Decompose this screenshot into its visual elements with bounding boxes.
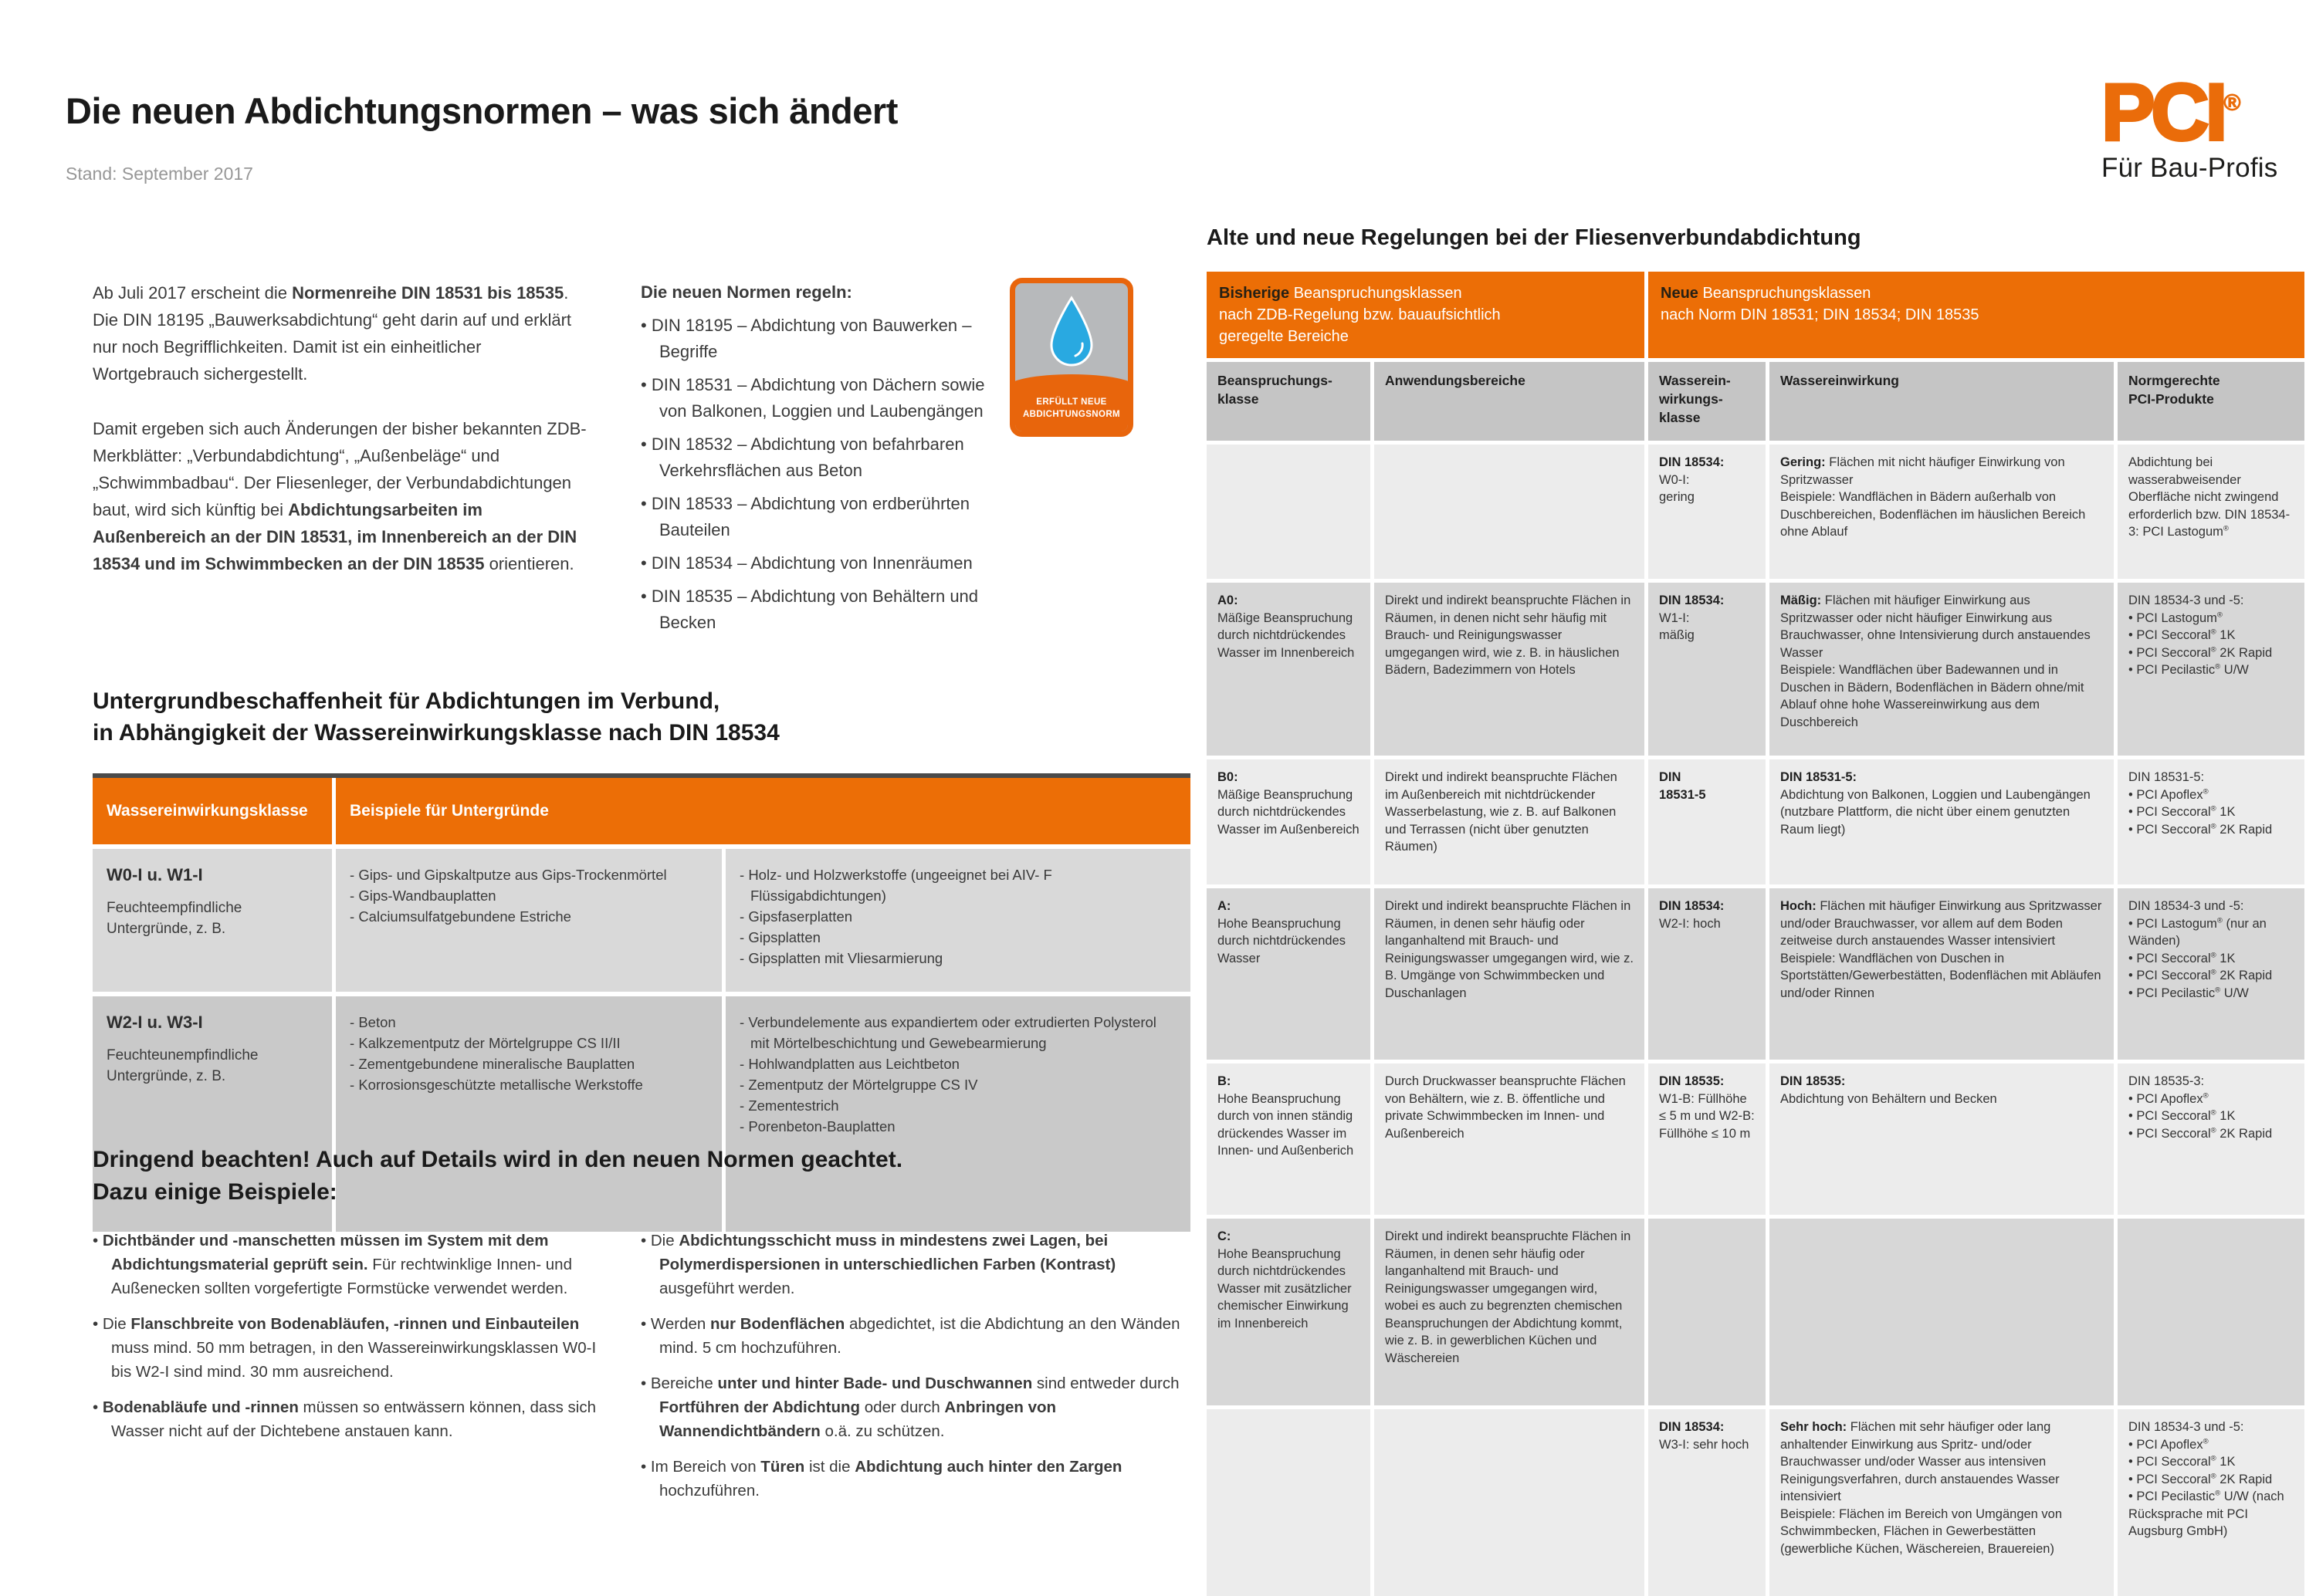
regelungen-heading: Alte und neue Regelungen bei der Fliesenverbundabdichtung bbox=[1207, 225, 1861, 250]
cell-wirkung: Sehr hoch: Flächen mit sehr häufiger oder lang anhaltender Einwirkung aus Spritz- und/oder Brauchwasser und/oder Wasser aus intensiven Reinigungsverfahren, durch anstauendes Wasser intensiviert Beispiele: Flächen im Bereich von Umgängen von Schwimmbecken, Flächen in Gewerbestätten (gewerbliche Küchen, Wäschereien, Brauereien) bbox=[1769, 1409, 2114, 1596]
dringend-list-right bbox=[641, 1229, 1181, 1514]
list-item: • Werden nur Bodenflächen abgedichtet, ist die Abdichtung an den Wänden mind. 5 cm hochzuführen. bbox=[641, 1312, 1181, 1360]
cell-wirkung: DIN 18535: Abdichtung von Behältern und Becken bbox=[1769, 1063, 2114, 1215]
list-item: • Bereiche unter und hinter Bade- und Duschwannen sind entweder durch Fortführen der Abdichtung oder durch Anbringen von Wannendichtbändern o.ä. zu schützen. bbox=[641, 1371, 1181, 1443]
list-item: • DIN 18533 – Abdichtung von erdberührten Bauteilen bbox=[641, 491, 1004, 543]
cell-wek: DIN 18534: W1-I: mäßig bbox=[1648, 583, 1766, 756]
column-header: Beispiele für Untergründe bbox=[336, 778, 1190, 844]
cell-klasse: B0: Mäßige Beanspruchung durch nichtdrückendes Wasser im Außenbereich bbox=[1207, 759, 1370, 884]
cell-klasse bbox=[1207, 445, 1370, 579]
class-cell: W0-I u. W1-I Feuchteempfindliche Untergründe, z. B. bbox=[93, 849, 332, 992]
pci-logo bbox=[2101, 68, 2308, 184]
cell-wirkung: Mäßig: Flächen mit häufiger Einwirkung aus Spritzwasser oder nicht häufiger Einwirkung aus Brauchwasser, ohne Intensivierung durch anstauendes Wasser Beispiele: Wandflächen über Badewannen und in Duschen in Bädern, Bodenflächen in Bädern ohne/mit Ablauf ohne hohe Wassereinwirkung aus dem Duschbereich bbox=[1769, 583, 2114, 756]
cell-klasse: A: Hohe Beanspruchung durch nichtdrückendes Wasser bbox=[1207, 888, 1370, 1060]
examples-cell-a: - Beton - Kalkzementputz der Mörtelgruppe CS II/II - Zementgebundene mineralische Bauplatten - Korrosionsgeschützte metallische Werkstoffe bbox=[336, 996, 722, 1232]
cell-klasse: C: Hohe Beanspruchung durch nichtdrückendes Wasser mit zusätzlicher chemischer Einwirkung im Innenbereich bbox=[1207, 1219, 1370, 1405]
pci-logo-tagline: Für Bau-Profis bbox=[2101, 152, 2278, 183]
list-item: • Dichtbänder und -manschetten müssen im System mit dem Abdichtungsmaterial geprüft sein. Für rechtwinklige Innen- und Außenecken sollten vorgefertigte Formstücke verwendet werden. bbox=[93, 1229, 606, 1300]
registered-mark: ® bbox=[2223, 90, 2241, 116]
cell-anwendung: Direkt und indirekt beanspruchte Flächen in Räumen, in denen sehr häufig oder langanhaltend mit Brauch- und Reinigungswasser umgegangen wird, wie z. B. Umgänge von Schwimmbecken und Duschanlagen bbox=[1374, 888, 1644, 1060]
cell-wek: DIN 18531-5 bbox=[1648, 759, 1766, 884]
cell-wek: DIN 18535: W1-B: Füllhöhe ≤ 5 m und W2-B: Füllhöhe ≤ 10 m bbox=[1648, 1063, 1766, 1215]
cell-produkte: DIN 18534-3 und -5: • PCI Lastogum® • PCI Seccoral® 1K • PCI Seccoral® 2K Rapid • PCI Pecilastic® U/W bbox=[2118, 583, 2304, 756]
list-item: • DIN 18535 – Abdichtung von Behältern und Becken bbox=[641, 583, 1004, 636]
list-item: • Bodenabläufe und -rinnen müssen so entwässern können, dass sich Wasser nicht auf der Dichtebene anstauen kann. bbox=[93, 1395, 606, 1443]
badge-text: ERFÜLLT NEUE ABDICHTUNGSNORM bbox=[1022, 397, 1121, 419]
dringend-list-left bbox=[93, 1229, 606, 1455]
list-item: • DIN 18195 – Abdichtung von Bauwerken – Begriffe bbox=[641, 313, 1004, 365]
list-item: • DIN 18534 – Abdichtung von Innenräumen bbox=[641, 550, 1004, 577]
column-header: Wassereinwirkung bbox=[1769, 362, 2114, 441]
cell-anwendung: Direkt und indirekt beanspruchte Flächen in Räumen, in denen nicht sehr häufig mit Brauch- und Reinigungswasser umgegangen wird, wie z. B. in häuslichen Bädern, Badezimmern von Hotels bbox=[1374, 583, 1644, 756]
list-item: • DIN 18531 – Abdichtung von Dächern sowie von Balkonen, Loggien und Laubengängen bbox=[641, 372, 1004, 424]
untergrund-table-header bbox=[93, 778, 1190, 844]
page-title: Die neuen Abdichtungsnormen – was sich ändert bbox=[66, 90, 898, 131]
column-header: Wasserein- wirkungs- klasse bbox=[1648, 362, 1766, 441]
list-item: • Im Bereich von Türen ist die Abdichtung auch hinter den Zargen hochzuführen. bbox=[641, 1455, 1181, 1503]
cell-anwendung bbox=[1374, 1409, 1644, 1596]
examples-cell-a: - Gips- und Gipskaltputze aus Gips-Trockenmörtel - Gips-Wandbauplatten - Calciumsulfatgebundene Estriche bbox=[336, 849, 722, 992]
group-header-old: Bisherige Beanspruchungsklassen nach ZDB-Regelung bzw. bauaufsichtlich geregelte Bereiche bbox=[1207, 272, 1644, 358]
cell-klasse: B: Hohe Beanspruchung durch von innen ständig drückendes Wasser im Innen- und Außenberich bbox=[1207, 1063, 1370, 1215]
list-item: • Die Flanschbreite von Bodenabläufen, -rinnen und Einbauteilen muss mind. 50 mm betragen, in den Wassereinwirkungsklassen W0-I bis W2-I sind mind. 30 mm ausreichend. bbox=[93, 1312, 606, 1384]
cell-anwendung: Direkt und indirekt beanspruchte Flächen im Außenbereich mit nichtdrückender Wasserbelastung, wie z. B. auf Balkonen und Terrassen (nicht über genutzten Räumen) bbox=[1374, 759, 1644, 884]
cell-produkte: DIN 18534-3 und -5: • PCI Apoflex® • PCI Seccoral® 1K • PCI Seccoral® 2K Rapid • PCI Pecilastic® U/W (nach Rücksprache mit PCI Augsburg GmbH) bbox=[2118, 1409, 2304, 1596]
cell-wirkung bbox=[1769, 1219, 2114, 1405]
cell-produkte: DIN 18531-5: • PCI Apoflex® • PCI Seccoral® 1K • PCI Seccoral® 2K Rapid bbox=[2118, 759, 2304, 884]
new-norms-heading: Die neuen Normen regeln: bbox=[641, 282, 852, 302]
cell-wek: DIN 18534: W0-I: gering bbox=[1648, 445, 1766, 579]
cell-anwendung: Durch Druckwasser beanspruchte Flächen von Behältern, wie z. B. öffentliche und private Schwimmbecken im Innen- und Außenbereich bbox=[1374, 1063, 1644, 1215]
cell-produkte: Abdichtung bei wasserabweisender Oberfläche nicht zwingend erforderlich bzw. DIN 18534-3: PCI Lastogum® bbox=[2118, 445, 2304, 579]
cell-wirkung: Gering: Flächen mit nicht häufiger Einwirkung von Spritzwasser Beispiele: Wandflächen in Bädern außerhalb von Duschbereichen, Bodenflächen im häuslichen Bereich ohne Ablauf bbox=[1769, 445, 2114, 579]
column-header: Normgerechte PCI-Produkte bbox=[2118, 362, 2304, 441]
column-header: Beanspruchungs- klasse bbox=[1207, 362, 1370, 441]
cell-produkte bbox=[2118, 1219, 2304, 1405]
class-cell: W2-I u. W3-I Feuchteunempfindliche Untergründe, z. B. bbox=[93, 996, 332, 1232]
cell-wirkung: DIN 18531-5: Abdichtung von Balkonen, Loggien und Laubengängen (nutzbare Plattform, die nicht über einem genutzten Raum liegt) bbox=[1769, 759, 2114, 884]
list-item: • Die Abdichtungsschicht muss in mindestens zwei Lagen, bei Polymerdispersionen in unterschiedlichen Farben (Kontrast) ausgeführt werden. bbox=[641, 1229, 1181, 1300]
cell-wirkung: Hoch: Flächen mit häufiger Einwirkung aus Spritzwasser und/oder Brauchwasser, vor allem auf dem Boden zeitweise durch anstauendes Wasser intensiviert Beispiele: Wandflächen von Duschen in Sportstätten/Gewerbestätten, Bodenflächen mit Abläufen und/oder Rinnen bbox=[1769, 888, 2114, 1060]
list-item: • DIN 18532 – Abdichtung von befahrbaren Verkehrsflächen aus Beton bbox=[641, 431, 1004, 484]
cell-produkte: DIN 18535-3: • PCI Apoflex® • PCI Seccoral® 1K • PCI Seccoral® 2K Rapid bbox=[2118, 1063, 2304, 1215]
table-row bbox=[93, 849, 1190, 992]
cell-wek: DIN 18534: W3-I: sehr hoch bbox=[1648, 1409, 1766, 1596]
cell-wek bbox=[1648, 1219, 1766, 1405]
cell-klasse: A0: Mäßige Beanspruchung durch nichtdrückendes Wasser im Innenbereich bbox=[1207, 583, 1370, 756]
cell-anwendung bbox=[1374, 445, 1644, 579]
new-norms-list bbox=[641, 279, 1004, 636]
cell-klasse bbox=[1207, 1409, 1370, 1596]
intro-text bbox=[93, 279, 587, 605]
cell-produkte: DIN 18534-3 und -5: • PCI Lastogum® (nur an Wänden) • PCI Seccoral® 1K • PCI Seccoral® 2K Rapid • PCI Pecilastic® U/W bbox=[2118, 888, 2304, 1060]
date-line: Stand: September 2017 bbox=[66, 164, 253, 184]
cell-anwendung: Direkt und indirekt beanspruchte Flächen in Räumen, in denen sehr häufig oder langanhaltend mit Brauch- und Reinigungswasser umgegangen wird, wobei es auch zu begrenzten chemischen Beanspruchungen der Abdichtung kommt, wie z. B. in gewerblichen Küchen und Wäschereien bbox=[1374, 1219, 1644, 1405]
untergrund-heading: Untergrundbeschaffenheit für Abdichtungen im Verbund, in Abhängigkeit der Wassereinwirkungsklasse nach DIN 18534 bbox=[93, 688, 780, 746]
group-header-new: Neue Beanspruchungsklassen nach Norm DIN 18531; DIN 18534; DIN 18535 bbox=[1648, 272, 2304, 358]
cell-wek: DIN 18534: W2-I: hoch bbox=[1648, 888, 1766, 1060]
column-header: Anwendungsbereiche bbox=[1374, 362, 1644, 441]
pci-logo-wordmark: PCI® bbox=[2101, 68, 2241, 157]
intro-paragraph-2: Damit ergeben sich auch Änderungen der bisher bekannten ZDB-Merkblätter: „Verbundabdichtung“, „Außenbeläge“ und „Schwimmbadbau“. Der Fliesenleger, der Verbundabdichtungen baut, wird sich künftig bei Abdichtungsarbeiten im Außenbereich an der DIN 18531, im Innenbereich an der DIN 18534 und im Schwimmbecken an der DIN 18535 orientieren. bbox=[93, 419, 587, 573]
examples-cell-b: - Holz- und Holzwerkstoffe (ungeeignet bei AIV- F Flüssigabdichtungen) - Gipsfaserplatten - Gipsplatten - Gipsplatten mit Vliesarmierung bbox=[726, 849, 1190, 992]
water-drop-icon bbox=[1046, 296, 1097, 370]
examples-cell-b: - Verbundelemente aus expandiertem oder extrudierten Polysterol mit Mörtelbeschichtung und Gewebearmierung - Hohlwandplatten aus Leichtbeton - Zementputz der Mörtelgruppe CS IV - Zementestrich - Porenbeton-Bauplatten bbox=[726, 996, 1190, 1232]
regelungen-table bbox=[1207, 272, 2304, 1596]
intro-paragraph-1: Ab Juli 2017 erscheint die Normenreihe DIN 18531 bis 18535. Die DIN 18195 „Bauwerksabdichtung“ geht darin auf und erklärt nur noch Begrifflichkeiten. Damit ist ein einheitlicher Wortgebrauch sichergestellt. bbox=[93, 283, 572, 384]
dringend-heading: Dringend beachten! Auch auf Details wird in den neuen Normen geachtet. Dazu einige Beispiele: bbox=[93, 1147, 903, 1205]
abdichtungsnorm-seal bbox=[1010, 278, 1133, 437]
column-header: Wassereinwirkungsklasse bbox=[93, 778, 332, 844]
